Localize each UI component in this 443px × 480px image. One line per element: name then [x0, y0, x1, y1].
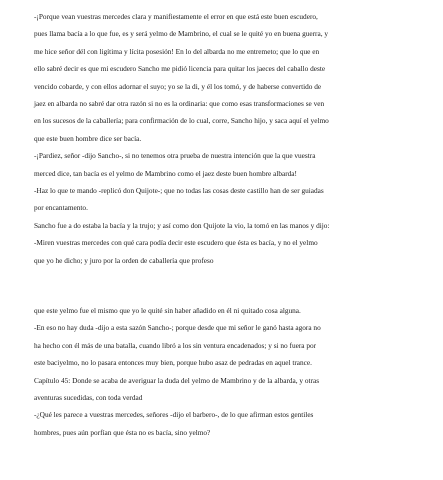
upper-line: Sancho fue a do estaba la bacía y la trujo; y así como don Quijote la vio, la tomó en las manos y dijo:	[34, 220, 330, 230]
lower-line: este baciyelmo, no lo pasara entonces muy bien, porque hubo asaz de pedradas en aquel trance.	[34, 358, 312, 368]
lower-line: hombres, pues aún porfían que ésta no es bacía, sino yelmo?	[34, 427, 211, 437]
lower-line: -¿Qué les parece a vuestras mercedes, señores -dijo el barbero-, de lo que afirman estos gentiles	[34, 410, 314, 420]
lower-line: ha hecho con él más de una batalla, cuando libró a los sin ventura encadenados; y si no fuera por	[34, 340, 317, 350]
upper-line: jaez en albarda no sabré dar otra razón si no es la ordinaria: que como esas transformaciones se ven	[34, 99, 325, 109]
lower-line: Capítulo 45: Donde se acaba de averiguar la duda del yelmo de Mambrino y de la albarda, y otras	[34, 375, 320, 385]
upper-line: merced dice, tan bacía es el yelmo de Mambrino como el jaez deste buen hombre albarda!	[34, 168, 297, 178]
upper-line: en los sucesos de la caballería; para confirmación de lo cual, corre, Sancho hijo, y saca aquí el yelmo	[34, 116, 329, 126]
upper-line: que este buen hombre dice ser bacía.	[34, 133, 142, 143]
upper-line: -¡Pardiez, señor -dijo Sancho-, si no tenemos otra prueba de nuestra intención que la que vuestra	[34, 151, 316, 161]
text-block-upper	[34, 8, 417, 269]
upper-line: -Miren vuestras mercedes con qué cara podía decir este escudero que ésta es bacía, y no el yelmo	[34, 238, 318, 248]
text-block-lower	[34, 302, 417, 441]
upper-line: -Haz lo que te mando -replicó don Quijote-; que no todas las cosas deste castillo han de ser guiadas	[34, 186, 324, 196]
upper-line: me hice señor dél con ligítima y lícita posesión! En lo del albarda no me entremeto; que lo que en	[34, 46, 320, 56]
upper-line: -¡Porque vean vuestras mercedes clara y manifiestamente el error en que está este buen escudero,	[34, 12, 318, 21]
upper-line: por encantamento.	[34, 203, 88, 213]
lower-line: que este yelmo fue el mismo que yo le quité sin haber añadido en él ni quitado cosa alguna.	[34, 306, 301, 315]
lower-line: aventuras sucedidas, con toda verdad	[34, 393, 143, 403]
upper-line: pues llama bacía a lo que fue, es y será yelmo de Mambrino, el cual se le quité yo en buena guerra, y	[34, 29, 328, 39]
upper-line: vencido cobarde, y con ellos adornar el suyo; yo se la di, y él los tomó, y de haberse convertido de	[34, 81, 322, 91]
upper-line: que yo he dicho; y juro por la orden de caballería que profeso	[34, 255, 214, 265]
upper-line: ello sabré decir es que mi escudero Sancho me pidió licencia para quitar los jaeces del caballo deste	[34, 64, 326, 74]
lower-line: -En eso no hay duda -dijo a esta sazón Sancho-; porque desde que mi señor le ganó hasta agora no	[34, 323, 321, 333]
